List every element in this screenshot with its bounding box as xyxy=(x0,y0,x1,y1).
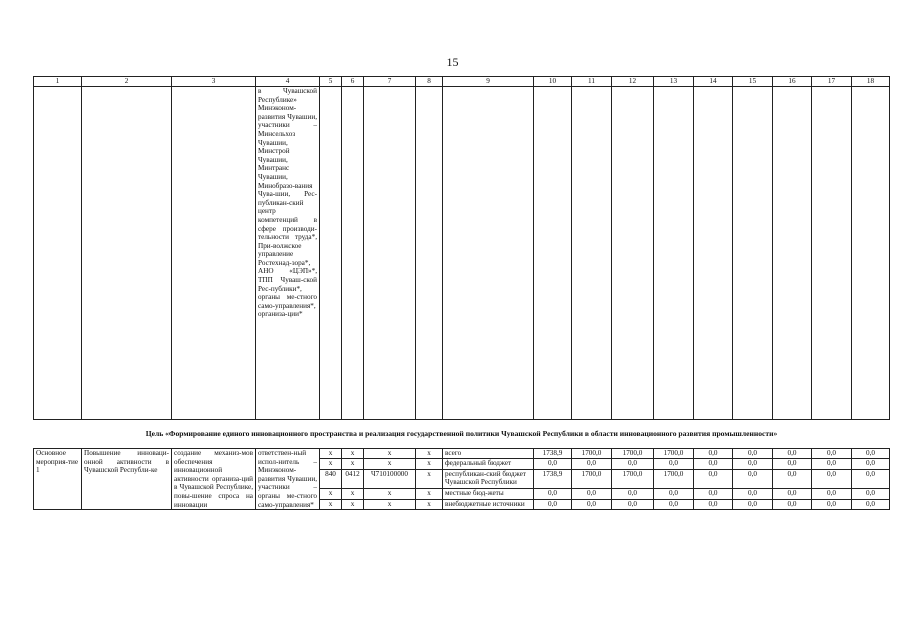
value-cell: 0,0 xyxy=(812,469,852,489)
value-cell: 0,0 xyxy=(572,459,612,469)
column-number: 12 xyxy=(612,77,654,87)
budget-code-cell: x xyxy=(364,449,416,459)
value-cell: 0,0 xyxy=(733,459,773,469)
table-cell xyxy=(812,87,852,420)
value-cell: 0,0 xyxy=(694,459,733,469)
value-cell: 1700,0 xyxy=(654,469,694,489)
budget-table xyxy=(33,76,890,510)
column-number: 10 xyxy=(534,77,572,87)
budget-code-cell: Ч710100000 xyxy=(364,469,416,489)
column-number: 15 xyxy=(733,77,773,87)
value-cell: 1700,0 xyxy=(572,449,612,459)
column-number: 14 xyxy=(694,77,733,87)
table-cell xyxy=(342,87,364,420)
budget-code-cell: x xyxy=(320,489,342,499)
column-number: 2 xyxy=(82,77,172,87)
funding-source: республикан-ский бюджет Чувашской Республики xyxy=(443,469,534,489)
value-cell: 0,0 xyxy=(852,489,890,499)
value-cell: 0,0 xyxy=(773,499,812,509)
value-cell: 0,0 xyxy=(852,499,890,509)
value-cell: 0,0 xyxy=(612,499,654,509)
table-cell xyxy=(320,87,342,420)
funding-source: всего xyxy=(443,449,534,459)
value-cell: 1738,9 xyxy=(534,469,572,489)
funding-source: федеральный бюджет xyxy=(443,459,534,469)
measure-name: Повышение инноваци-онной активности в Чувашской Республи-ке xyxy=(82,449,172,510)
budget-code-cell: x xyxy=(364,489,416,499)
budget-code-cell: x xyxy=(342,489,364,499)
value-cell: 0,0 xyxy=(654,489,694,499)
budget-code-cell: x xyxy=(342,459,364,469)
value-cell: 0,0 xyxy=(852,449,890,459)
budget-code-cell: 0412 xyxy=(342,469,364,489)
value-cell: 0,0 xyxy=(654,499,694,509)
budget-code-cell: x xyxy=(416,459,443,469)
column-number-row xyxy=(34,77,890,87)
table-cell xyxy=(416,87,443,420)
measure-rows xyxy=(34,449,890,510)
value-cell: 0,0 xyxy=(534,489,572,499)
value-cell: 0,0 xyxy=(733,489,773,499)
table-cell xyxy=(612,87,654,420)
value-cell: 0,0 xyxy=(812,489,852,499)
measure-executor: ответствен-ный испол-нитель – Минэконом-развития Чувашии, участники – органы ме-стного само-управления* xyxy=(256,449,320,510)
value-cell: 0,0 xyxy=(534,459,572,469)
value-cell: 0,0 xyxy=(654,459,694,469)
column-number: 13 xyxy=(654,77,694,87)
value-cell: 0,0 xyxy=(733,449,773,459)
value-cell: 0,0 xyxy=(773,469,812,489)
table-cell xyxy=(654,87,694,420)
value-cell: 0,0 xyxy=(572,499,612,509)
table-cell xyxy=(852,87,890,420)
value-cell: 1700,0 xyxy=(612,449,654,459)
column-number: 11 xyxy=(572,77,612,87)
value-cell: 0,0 xyxy=(812,499,852,509)
budget-code-cell: x xyxy=(342,499,364,509)
value-cell: 0,0 xyxy=(694,449,733,459)
column-number: 7 xyxy=(364,77,416,87)
column-number: 18 xyxy=(852,77,890,87)
table-cell xyxy=(572,87,612,420)
budget-code-cell: x xyxy=(416,499,443,509)
table-cell xyxy=(82,87,172,420)
column-number: 5 xyxy=(320,77,342,87)
executors-cell: в Чувашской Республике» Минэконом-развития Чувашии, участники – Минсельхоз Чувашии, Минстрой Чувашии, Минтранс Чувашии, Минобразо-вания Чува-шии, Рес-публикан-ский центр компетенций в сфере производи-тельности труда*, При-волжское управление Ростехнад-зора*, АНО «ЦЭП»*, ТПП Чуваш-ской Рес-публики*, органы ме-стного само-управления*, организа-ции* xyxy=(256,87,320,420)
column-number: 3 xyxy=(172,77,256,87)
table-cell xyxy=(773,87,812,420)
measure-type: Основное мероприя-тие 1 xyxy=(34,449,82,510)
value-cell: 0,0 xyxy=(812,449,852,459)
budget-code-cell: x xyxy=(364,499,416,509)
page-number: 15 xyxy=(446,55,459,69)
budget-code-cell: x xyxy=(416,449,443,459)
value-cell: 0,0 xyxy=(733,469,773,489)
measure-goal: создание механиз-мов обеспечения инновационной активности организа-ций в Чувашской Республике, повы-шение спроса на инновации xyxy=(172,449,256,510)
table-row xyxy=(34,449,890,459)
value-cell: 0,0 xyxy=(694,469,733,489)
table-cell xyxy=(534,87,572,420)
goal-heading: Цель «Формирование единого инновационного пространства и реализация государственной политики Чувашской Республики в области инновационного развития промышленности» xyxy=(34,420,890,449)
value-cell: 0,0 xyxy=(773,449,812,459)
value-cell: 1738,9 xyxy=(534,449,572,459)
value-cell: 0,0 xyxy=(852,469,890,489)
value-cell: 0,0 xyxy=(694,489,733,499)
budget-code-cell: x xyxy=(320,449,342,459)
value-cell: 0,0 xyxy=(534,499,572,509)
budget-code-cell: x xyxy=(320,499,342,509)
column-number: 6 xyxy=(342,77,364,87)
column-number: 9 xyxy=(443,77,534,87)
table-cell xyxy=(694,87,733,420)
value-cell: 0,0 xyxy=(773,459,812,469)
table-cell xyxy=(364,87,416,420)
budget-code-cell: x xyxy=(364,459,416,469)
value-cell: 1700,0 xyxy=(612,469,654,489)
value-cell: 0,0 xyxy=(612,489,654,499)
value-cell: 0,0 xyxy=(733,499,773,509)
table-cell xyxy=(733,87,773,420)
funding-source: внебюджетные источники xyxy=(443,499,534,509)
value-cell: 0,0 xyxy=(812,459,852,469)
column-number: 16 xyxy=(773,77,812,87)
value-cell: 0,0 xyxy=(773,489,812,499)
column-number: 4 xyxy=(256,77,320,87)
value-cell: 0,0 xyxy=(852,459,890,469)
value-cell: 0,0 xyxy=(572,489,612,499)
column-number: 17 xyxy=(812,77,852,87)
budget-code-cell: x xyxy=(342,449,364,459)
value-cell: 0,0 xyxy=(612,459,654,469)
value-cell: 1700,0 xyxy=(654,449,694,459)
continuation-row xyxy=(34,87,890,420)
column-number: 1 xyxy=(34,77,82,87)
goal-row xyxy=(34,420,890,449)
budget-code-cell: x xyxy=(320,459,342,469)
table-cell xyxy=(172,87,256,420)
budget-code-cell: x xyxy=(416,469,443,489)
funding-source: местные бюд-жеты xyxy=(443,489,534,499)
column-number: 8 xyxy=(416,77,443,87)
table-cell xyxy=(34,87,82,420)
budget-code-cell: x xyxy=(416,489,443,499)
value-cell: 1700,0 xyxy=(572,469,612,489)
value-cell: 0,0 xyxy=(694,499,733,509)
budget-code-cell: 840 xyxy=(320,469,342,489)
table-cell xyxy=(443,87,534,420)
